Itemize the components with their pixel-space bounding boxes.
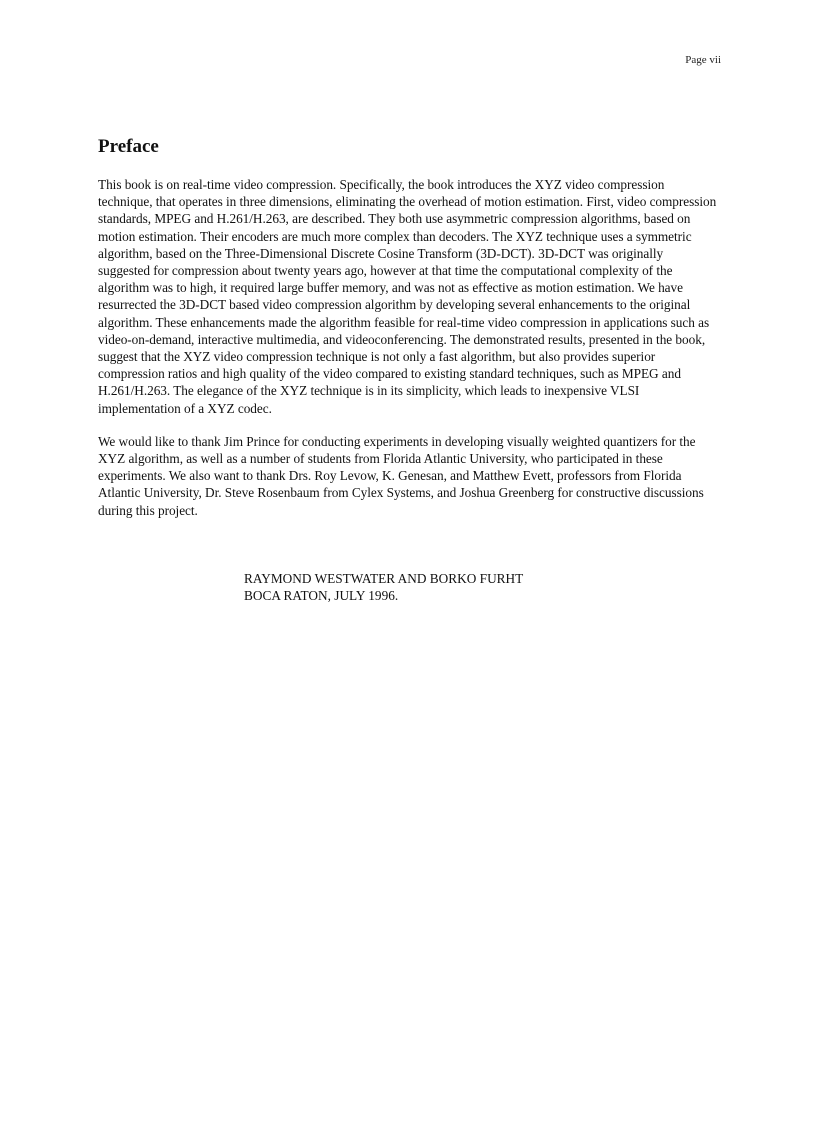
preface-title: Preface bbox=[98, 136, 159, 157]
signature-authors: RAYMOND WESTWATER AND BORKO FURHT bbox=[244, 571, 524, 586]
page-number: Page vii bbox=[685, 54, 721, 66]
preface-body bbox=[98, 176, 718, 535]
preface-paragraph-2: We would like to thank Jim Prince for conducting experiments in developing visually weighted quantizers for the XYZ algorithm, as well as a number of students from Florida Atlantic University, who participated in these experiments. We also want to thank Drs. Roy Levow, K. Genesan, and Matthew Evett, professors from Florida Atlantic University, Dr. Steve Rosenbaum from Cylex Systems, and Joshua Greenberg for constructive discussions during this project. bbox=[98, 433, 704, 518]
preface-paragraph-1: This book is on real-time video compression. Specifically, the book introduces the XYZ video compression technique, that operates in three dimensions, eliminating the overhead of motion estimation. First, video compression standards, MPEG and H.261/H.263, are described. They both use asymmetric compression algorithms, based on motion estimation. Their encoders are much more complex than decoders. The XYZ technique uses a symmetric algorithm, based on the Three-Dimensional Discrete Cosine Transform (3D-DCT). 3D-DCT was originally suggested for compression about twenty years ago, however at that time the computational complexity of the algorithm was to high, it required large buffer memory, and was not as effective as motion estimation. We have resurrected the 3D-DCT based video compression algorithm by developing several enhancements to the original algorithm. These enhancements made the algorithm feasible for real-time video compression in applications such as video-on-demand, interactive multimedia, and videoconferencing. The demonstrated results, presented in the book, suggest that the XYZ video compression technique is not only a fast algorithm, but also provides superior compression ratios and high quality of the video compared to existing standard techniques, such as MPEG and H.261/H.263. The elegance of the XYZ technique is in its simplicity, which leads to inexpensive VLSI implementation of a XYZ codec. bbox=[98, 177, 717, 416]
signature-place-date: BOCA RATON, JULY 1996. bbox=[244, 588, 399, 604]
preface-signature bbox=[244, 570, 523, 604]
